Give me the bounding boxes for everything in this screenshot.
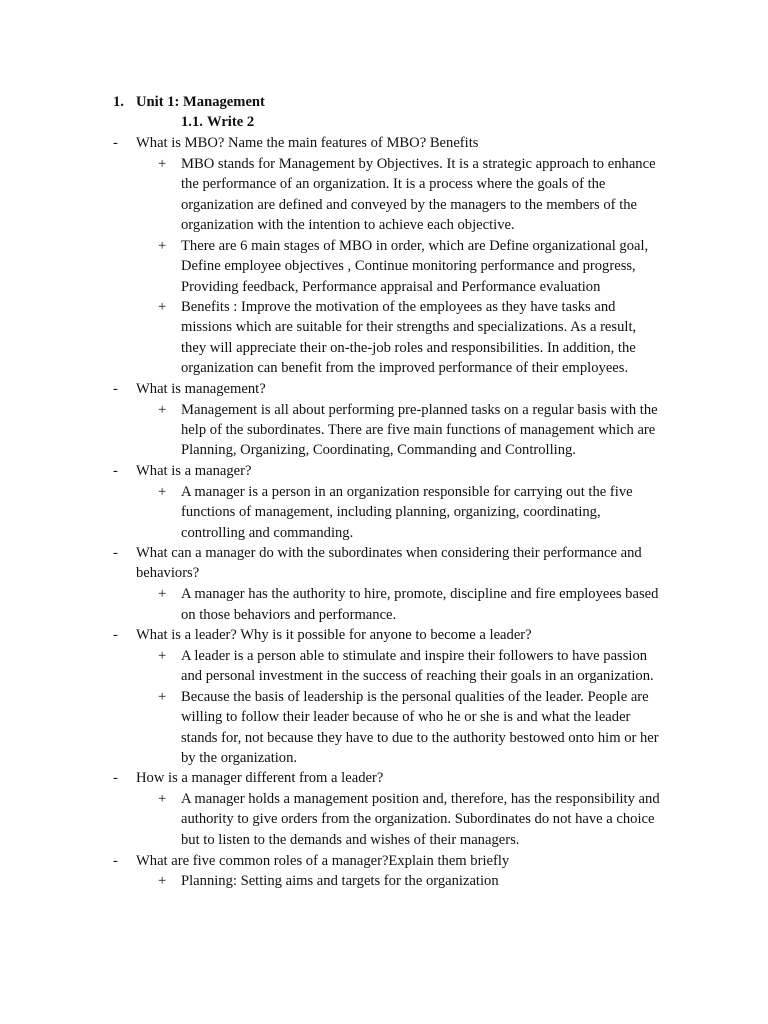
- answer-line: Providing feedback, Performance appraisal and Performance evaluation: [181, 279, 601, 295]
- heading-number: 1.: [113, 94, 124, 110]
- answer-line: the performance of an organization. It is a process where the goals of the: [181, 176, 606, 192]
- plus-bullet: +: [158, 299, 167, 315]
- answer-line: MBO stands for Management by Objectives. It is a strategic approach to enhance: [181, 156, 656, 172]
- answer-line: Benefits : Improve the motivation of the employees as they have tasks and: [181, 299, 616, 315]
- plus-bullet: +: [158, 873, 167, 889]
- answer-line: missions which are suitable for their strengths and specializations. As a result,: [181, 319, 637, 335]
- answer-line: organization with the intention to achieve each objective.: [181, 217, 515, 233]
- plus-bullet: +: [158, 156, 167, 172]
- dash-bullet: -: [113, 545, 118, 561]
- answer-line: they will appreciate their on-the-job roles and responsibilities. In addition, the: [181, 340, 636, 356]
- question-leader: What is a leader? Why is it possible for anyone to become a leader?: [136, 627, 532, 643]
- dash-bullet: -: [113, 135, 118, 151]
- question-subordinates: What can a manager do with the subordinates when considering their performance and: [136, 545, 642, 561]
- answer-line: on those behaviors and performance.: [181, 607, 397, 623]
- answer-line: help of the subordinates. There are five main functions of management which are: [181, 422, 656, 438]
- dash-bullet: -: [113, 770, 118, 786]
- question-roles: What are five common roles of a manager?Explain them briefly: [136, 853, 510, 869]
- answer-line: Planning, Organizing, Coordinating, Commanding and Controlling.: [181, 442, 576, 458]
- answer-line: A manager holds a management position and, therefore, has the responsibility and: [181, 791, 660, 807]
- answer-line: Management is all about performing pre-planned tasks on a regular basis with the: [181, 402, 658, 418]
- plus-bullet: +: [158, 648, 167, 664]
- answer-line: A leader is a person able to stimulate and inspire their followers to have passion: [181, 648, 648, 664]
- answer-line: Define employee objectives , Continue monitoring performance and progress,: [181, 258, 636, 274]
- answer-line: organization are defined and conveyed by the managers to the members of the: [181, 197, 638, 213]
- dash-bullet: -: [113, 463, 118, 479]
- question-subordinates-cont: behaviors?: [136, 565, 200, 581]
- plus-bullet: +: [158, 791, 167, 807]
- subheading-number: 1.1.: [181, 114, 203, 130]
- plus-bullet: +: [158, 238, 167, 254]
- dash-bullet: -: [113, 627, 118, 643]
- answer-line: controlling and commanding.: [181, 525, 354, 541]
- answer-line: Planning: Setting aims and targets for the organization: [181, 873, 499, 889]
- subheading-title: Write 2: [207, 114, 255, 130]
- answer-line: and personal investment in the success of reaching their goals in an organization.: [181, 668, 654, 684]
- plus-bullet: +: [158, 484, 167, 500]
- answer-line: A manager is a person in an organization responsible for carrying out the five: [181, 484, 633, 500]
- answer-line: stands for, not because they have to due to the authority bestowed onto him or her: [181, 730, 659, 746]
- answer-line: functions of management, including planning, organizing, coordinating,: [181, 504, 601, 520]
- answer-line: authority to give orders from the organization. Subordinates do not have a choice: [181, 811, 655, 827]
- plus-bullet: +: [158, 586, 167, 602]
- answer-line: by the organization.: [181, 750, 298, 766]
- dash-bullet: -: [113, 853, 118, 869]
- answer-line: organization can benefit from the improved performance of their employees.: [181, 360, 629, 376]
- question-management: What is management?: [136, 381, 266, 397]
- plus-bullet: +: [158, 402, 167, 418]
- answer-line: but to listen to the demands and wishes of their managers.: [181, 832, 520, 848]
- question-manager-vs-leader: How is a manager different from a leader?: [136, 770, 384, 786]
- plus-bullet: +: [158, 689, 167, 705]
- dash-bullet: -: [113, 381, 118, 397]
- answer-line: willing to follow their leader because of who he or she is and what the leader: [181, 709, 631, 725]
- question-manager: What is a manager?: [136, 463, 252, 479]
- answer-line: A manager has the authority to hire, promote, discipline and fire employees based: [181, 586, 659, 602]
- question-mbo: What is MBO? Name the main features of MBO? Benefits: [136, 135, 479, 151]
- answer-line: There are 6 main stages of MBO in order, which are Define organizational goal,: [181, 238, 649, 254]
- heading-title: Unit 1: Management: [136, 94, 265, 110]
- answer-line: Because the basis of leadership is the personal qualities of the leader. People are: [181, 689, 649, 705]
